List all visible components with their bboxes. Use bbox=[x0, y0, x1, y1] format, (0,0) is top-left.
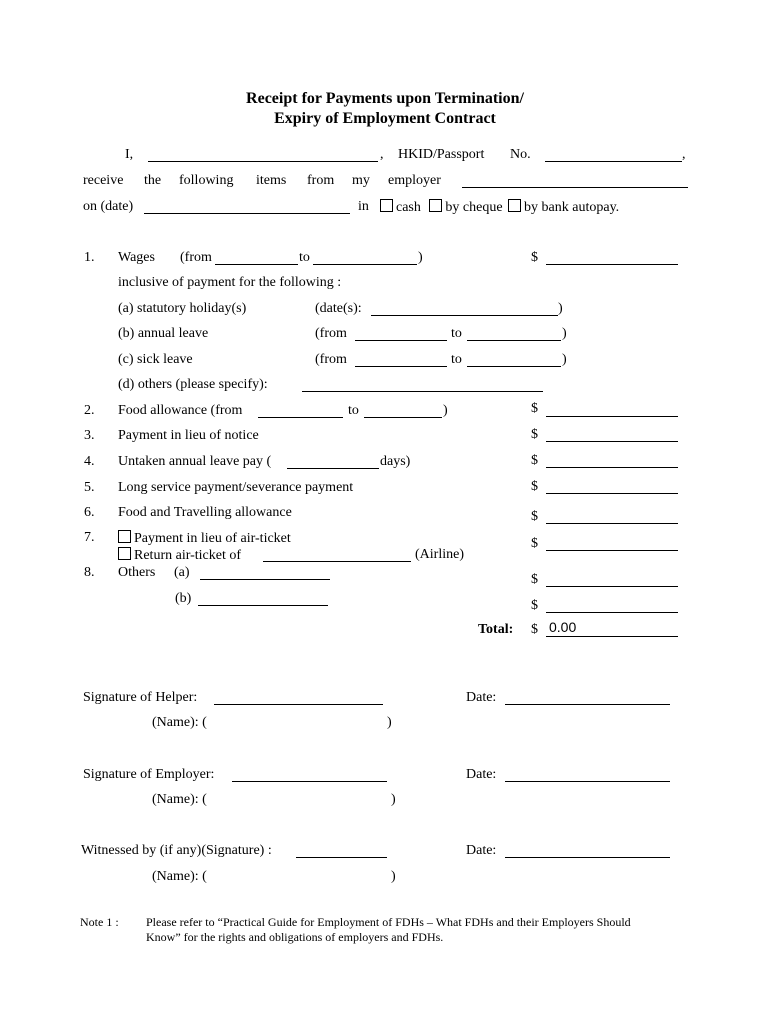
item-1-number: 1. bbox=[84, 250, 95, 265]
holiday-close: ) bbox=[558, 301, 563, 316]
employer-signature-label: Signature of Employer: bbox=[83, 767, 215, 782]
employer-word: employer bbox=[388, 173, 441, 188]
others-b-amount-field[interactable] bbox=[546, 612, 678, 613]
others-a-dollar: $ bbox=[531, 572, 538, 587]
sick-leave-close: ) bbox=[562, 352, 567, 367]
my-word: my bbox=[352, 173, 370, 188]
receive-word: receive bbox=[83, 173, 124, 188]
food-allowance-label: Food allowance (from bbox=[118, 403, 243, 418]
sick-leave-label: (c) sick leave bbox=[118, 352, 193, 367]
item-8-number: 8. bbox=[84, 565, 95, 580]
untaken-leave-amount-field[interactable] bbox=[546, 467, 678, 468]
form-title-line1: Receipt for Payments upon Termination/ bbox=[246, 90, 524, 107]
annual-leave-from-field[interactable] bbox=[355, 340, 447, 341]
air-ticket-option-1 bbox=[116, 530, 291, 547]
on-date-label: on (date) bbox=[83, 199, 134, 214]
annual-leave-label: (b) annual leave bbox=[118, 326, 209, 341]
long-service-dollar: $ bbox=[531, 479, 538, 494]
no-label: No. bbox=[510, 147, 531, 162]
following-word: following bbox=[179, 173, 234, 188]
form-title-line2: Expiry of Employment Contract bbox=[274, 110, 496, 127]
note-line-2: Know” for the rights and obligations of employers and FDHs. bbox=[146, 930, 444, 944]
travel-allowance-dollar: $ bbox=[531, 509, 538, 524]
others-label: Others bbox=[118, 565, 156, 580]
notice-label: Payment in lieu of notice bbox=[118, 428, 259, 443]
food-allowance-amount-field[interactable] bbox=[546, 416, 678, 417]
return-air-ticket-label: Return air-ticket of bbox=[134, 548, 242, 563]
item-7-number: 7. bbox=[84, 530, 95, 545]
autopay-checkbox[interactable] bbox=[508, 199, 521, 212]
witness-name-label: (Name): ( bbox=[152, 869, 207, 884]
wages-amount-field[interactable] bbox=[546, 264, 678, 265]
item-3-number: 3. bbox=[84, 428, 95, 443]
employer-name-field[interactable] bbox=[462, 187, 688, 188]
total-value: 0.00 bbox=[549, 619, 577, 635]
total-amount-field[interactable] bbox=[546, 636, 678, 637]
wages-close: ) bbox=[418, 250, 423, 265]
witness-signature-field[interactable] bbox=[296, 857, 387, 858]
wages-from-field[interactable] bbox=[215, 264, 298, 265]
food-allowance-from-field[interactable] bbox=[258, 417, 343, 418]
air-ticket-dollar: $ bbox=[531, 536, 538, 551]
sick-leave-from-label: (from bbox=[315, 352, 347, 367]
holiday-dates-field[interactable] bbox=[371, 315, 558, 316]
food-allowance-close: ) bbox=[443, 403, 448, 418]
item-6-number: 6. bbox=[84, 505, 95, 520]
annual-leave-from-label: (from bbox=[315, 326, 347, 341]
helper-name-label: (Name): ( bbox=[152, 715, 207, 730]
item-5-number: 5. bbox=[84, 480, 95, 495]
total-label: Total: bbox=[478, 622, 514, 637]
employer-date-field[interactable] bbox=[505, 781, 670, 782]
untaken-leave-days-label: days) bbox=[380, 454, 411, 469]
item-4-number: 4. bbox=[84, 454, 95, 469]
items-word: items bbox=[256, 173, 287, 188]
in-label: in bbox=[358, 199, 369, 214]
annual-leave-to-label: to bbox=[451, 326, 462, 341]
food-allowance-dollar: $ bbox=[531, 401, 538, 416]
statutory-holiday-label: (a) statutory holiday(s) bbox=[118, 301, 247, 316]
employer-date-label: Date: bbox=[466, 767, 497, 782]
air-ticket-amount-field[interactable] bbox=[546, 550, 678, 551]
notice-dollar: $ bbox=[531, 427, 538, 442]
long-service-amount-field[interactable] bbox=[546, 493, 678, 494]
food-allowance-to-field[interactable] bbox=[364, 417, 442, 418]
others-specify-field[interactable] bbox=[302, 391, 543, 392]
witness-signature-label: Witnessed by (if any)(Signature) : bbox=[81, 843, 272, 858]
wages-from-label: (from bbox=[180, 250, 212, 265]
note-line-1: Please refer to “Practical Guide for Employment of FDHs – What FDHs and their Employers Should bbox=[146, 915, 631, 929]
wages-label: Wages bbox=[118, 250, 155, 265]
wages-dollar: $ bbox=[531, 250, 538, 265]
others-a-amount-field[interactable] bbox=[546, 586, 678, 587]
hkid-number-field[interactable] bbox=[545, 161, 682, 162]
note-label: Note 1 : bbox=[80, 915, 119, 929]
cheque-checkbox[interactable] bbox=[429, 199, 442, 212]
witness-name-close: ) bbox=[391, 869, 396, 884]
travel-allowance-label: Food and Travelling allowance bbox=[118, 505, 292, 520]
long-service-label: Long service payment/severance payment bbox=[118, 480, 354, 495]
sick-leave-from-field[interactable] bbox=[355, 366, 447, 367]
others-b-field[interactable] bbox=[198, 605, 328, 606]
helper-name-field[interactable] bbox=[148, 161, 378, 162]
helper-signature-label: Signature of Helper: bbox=[83, 690, 198, 705]
untaken-leave-dollar: $ bbox=[531, 453, 538, 468]
others-b-label: (b) bbox=[175, 591, 192, 606]
airline-label: (Airline) bbox=[415, 547, 464, 562]
others-b-dollar: $ bbox=[531, 598, 538, 613]
i-label: I, bbox=[125, 147, 134, 162]
from-word: from bbox=[307, 173, 335, 188]
return-air-ticket-checkbox[interactable] bbox=[118, 547, 131, 560]
food-allowance-to-label: to bbox=[348, 403, 359, 418]
helper-date-label: Date: bbox=[466, 690, 497, 705]
comma-end: , bbox=[682, 147, 686, 162]
cash-label: cash bbox=[396, 200, 421, 215]
payment-method-options bbox=[378, 199, 619, 216]
employer-name-label: (Name): ( bbox=[152, 792, 207, 807]
airline-field[interactable] bbox=[263, 561, 411, 562]
others-specify-label: (d) others (please specify): bbox=[118, 377, 268, 392]
untaken-leave-days-field[interactable] bbox=[287, 468, 379, 469]
wages-to-field[interactable] bbox=[313, 264, 417, 265]
holiday-dates-label: (date(s): bbox=[315, 301, 362, 316]
cheque-label: by cheque bbox=[445, 200, 503, 215]
air-ticket-option-2 bbox=[116, 547, 241, 564]
helper-signature-field[interactable] bbox=[214, 704, 383, 705]
item-2-number: 2. bbox=[84, 403, 95, 418]
payment-in-lieu-checkbox[interactable] bbox=[118, 530, 131, 543]
travel-allowance-amount-field[interactable] bbox=[546, 523, 678, 524]
date-field[interactable] bbox=[144, 213, 350, 214]
the-word: the bbox=[144, 173, 162, 188]
others-a-label: (a) bbox=[174, 565, 190, 580]
employer-name-close: ) bbox=[391, 792, 396, 807]
hkid-label: HKID/Passport bbox=[398, 147, 485, 162]
helper-date-field[interactable] bbox=[505, 704, 670, 705]
total-dollar: $ bbox=[531, 622, 538, 637]
annual-leave-close: ) bbox=[562, 326, 567, 341]
others-a-field[interactable] bbox=[200, 579, 330, 580]
notice-amount-field[interactable] bbox=[546, 441, 678, 442]
payment-in-lieu-label: Payment in lieu of air-ticket bbox=[134, 531, 291, 546]
sick-leave-to-label: to bbox=[451, 352, 462, 367]
sick-leave-to-field[interactable] bbox=[467, 366, 561, 367]
untaken-leave-label: Untaken annual leave pay ( bbox=[118, 454, 272, 469]
annual-leave-to-field[interactable] bbox=[467, 340, 561, 341]
inclusive-label: inclusive of payment for the following : bbox=[118, 275, 342, 290]
employer-signature-field[interactable] bbox=[232, 781, 387, 782]
comma: , bbox=[380, 147, 384, 162]
wages-to-label: to bbox=[299, 250, 310, 265]
witness-date-label: Date: bbox=[466, 843, 497, 858]
autopay-label: by bank autopay. bbox=[524, 200, 620, 215]
witness-date-field[interactable] bbox=[505, 857, 670, 858]
helper-name-close: ) bbox=[387, 715, 392, 730]
cash-checkbox[interactable] bbox=[380, 199, 393, 212]
